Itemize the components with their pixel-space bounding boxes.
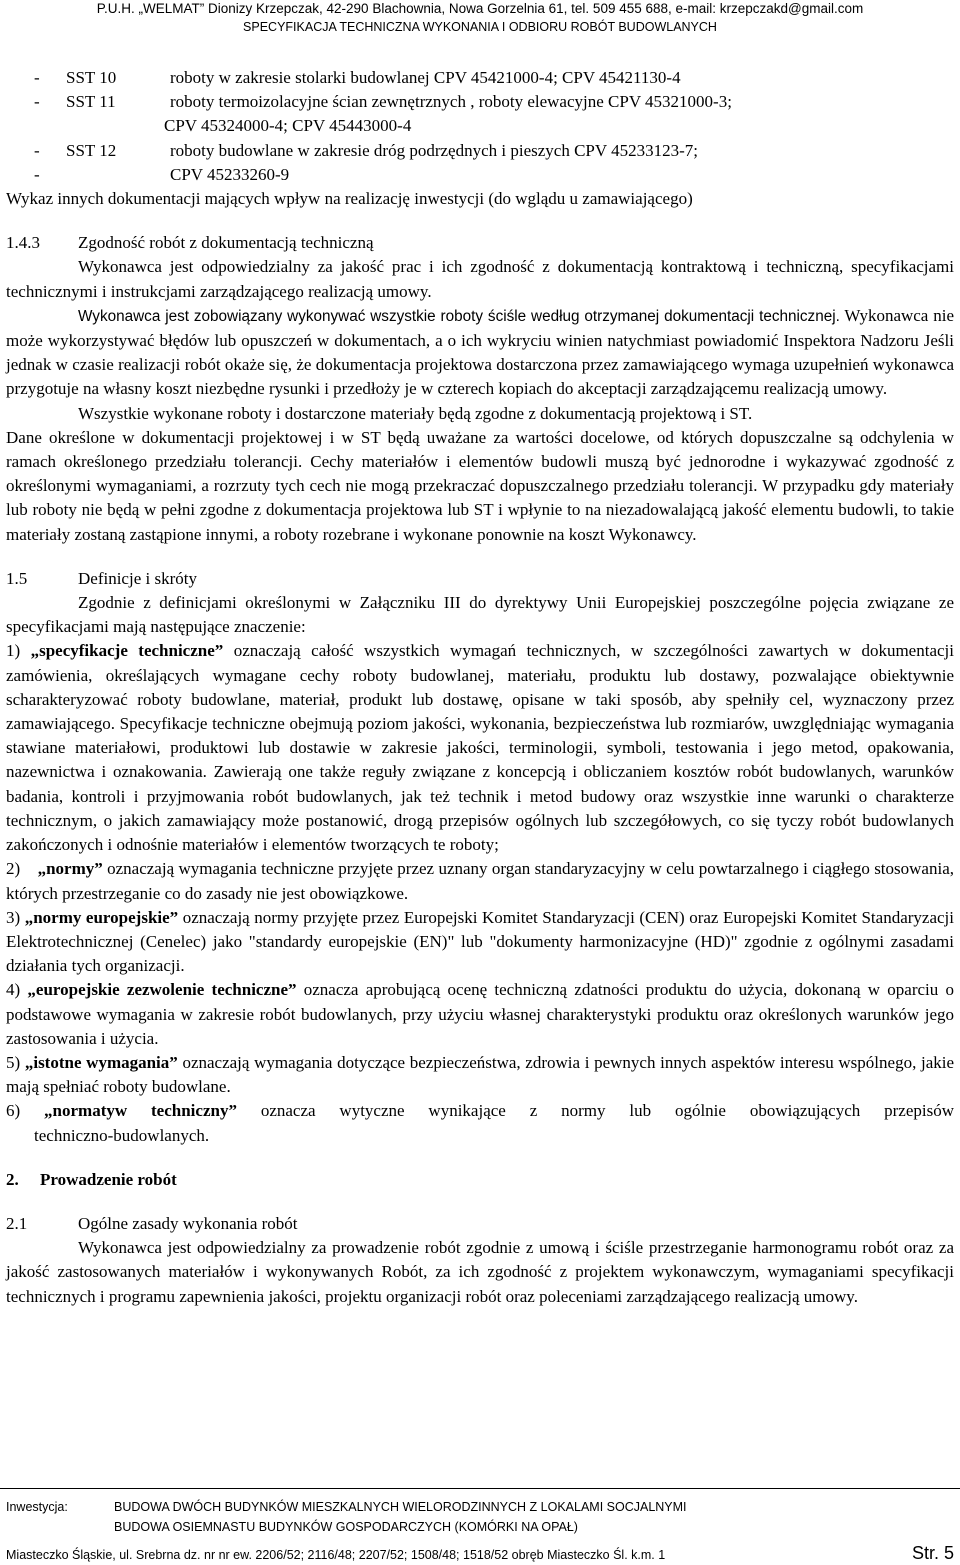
list-item-continuation: CPV 45324000-4; CPV 45443000-4: [164, 116, 412, 136]
section-heading-2: 2. Prowadzenie robót: [6, 1169, 177, 1189]
list-item: - SST 12 roboty budowlane w zakresie dróg podrzędnych i pieszych CPV 45233123-7;: [34, 140, 698, 160]
paragraph: Zgodnie z definicjami określonymi w Załączniku III do dyrektywy Unii Europejskiej poszczególne pojęcia związane ze specyfikacjami mają następujące znaczenie:: [6, 593, 954, 637]
list-item: - SST 10 roboty w zakresie stolarki budowlanej CPV 45421000-4; CPV 45421130-4: [34, 68, 681, 87]
paragraph: Wykonawca jest odpowiedzialny za prowadzenie robót zgodnie z umową i ściśle przestrzeganie harmonogramu robót oraz za jakość zastosowanych materiałów i wykonywanych Robót, za ich zgodność z projektem wykonawczym, wymaganiami specyfikacji technicznych i programu zapewnienia jakości, projektu organizacji robót oraz poleceniami zarządzającego realizacją umowy.: [6, 1238, 954, 1306]
page-header: [0, 0, 960, 36]
definition-item: 6) „normatyw techniczny” oznacza wytyczne wynikające z normy lub ogólnie obowiązujących przepisów techniczno-budowlanych.: [6, 1101, 955, 1145]
definition-item: 1) „specyfikacje techniczne” oznaczają całość wszystkich wymagań technicznych, w szczególności zawartych w dokumentacji zamówienia, określających wymagane cechy roboty budowlanej, materiału, produktu lub dostawy, pozwalające obiektywnie scharakteryzować roboty budowlane, materiał, produkt lub dostawę, opisane w taki sposób, aby spełniły cel, wyznaczony przez zamawiającego. Specyfikacje techniczne obejmują poziom jakości, wykonania, bezpieczeństwa lub rozmiarów, uwzględniając wymagania stawiane materiałowi, produktowi lub dostawie w zakresie jakości, terminologii, symboli, testowania i jego metod, opakowania, nazewnictwa i oznakowania. Zawierają one także reguły związane z koncepcją i obliczaniem kosztów robót budowlanych, warunków badania, kontroli i przyjmowania robót budowlanych, jak też technik i metod budowy oraz wszystkie inne warunki o charakterze technicznym, o jakich zamawiający może postanowić, drogą przepisów ogólnych lub szczegółowych, co się tyczy robót budowlanych zakończonych i odnośnie materiałów i elementów tworzących te roboty;: [6, 641, 954, 855]
wykaz-line: Wykaz innych dokumentacji mających wpływ na realizację inwestycji (do wglądu u zamawiającego): [6, 189, 693, 209]
definition-item: 3) „normy europejskie” oznaczają normy przyjęte przez Europejski Komitet Standaryzacji (CEN) oraz Europejski Komitet Standaryzacji Elektrotechnicznej (Cenelec) jako "standardy europejskie (EN)" lub "dokumenty harmonizacyjne (HD)" zgodnie z ogólnymi zasadami działania tych organizacji.: [6, 907, 954, 976]
page-number: Str. 5: [911, 1543, 954, 1563]
page-footer: [6, 1497, 954, 1565]
sst-list: [6, 66, 954, 187]
definition-item: 2) „normy” oznaczają wymagania techniczne przyjęte przez uznany organ standaryzacyjny w celu powtarzalnego i ciągłego stosowania, których przestrzeganie co do zasady nie jest obowiązkowe.: [6, 859, 954, 903]
list-item: - CPV 45233260-9: [34, 164, 290, 184]
paragraph: Wykonawca jest odpowiedzialny za jakość prac i ich zgodność z dokumentacją kontraktową i techniczną, specyfikacjami technicznymi i instrukcjami zarządzającego realizacją umowy.: [6, 257, 954, 301]
footer-label: Inwestycja:: [6, 1500, 68, 1514]
document-body: [6, 66, 954, 1309]
paragraph: Wszystkie wykonane roboty i dostarczone materiały będą zgodne z dokumentacją projektową i ST.: [78, 403, 753, 423]
section-heading-1-5: 1.5 Definicje i skróty: [6, 568, 197, 588]
investment-line-1: BUDOWA DWÓCH BUDYNKÓW MIESZKALNYCH WIELORODZINNYCH Z LOKALAMI SOCJALNYMI: [114, 1500, 687, 1514]
footer-divider: [0, 1488, 960, 1489]
paragraph: Dane określone w dokumentacji projektowej i w ST będą uważane za wartości docelowe, od których dopuszczalne są odchylenia w ramach określonego przedziału tolerancji. Cechy materiałów i elementów budowli muszą być jednorodne i wykazywać zgodność z określonymi wymaganiami, a rozrzuty tych cech nie mogą przekraczać dopuszczalnego przedziału tolerancji. W przypadku gdy materiały lub roboty nie będą w pełni zgodne z dokumentacja projektowa lub ST i wpłynie to na niezadowalającą jakość elementu budowli, to takie materiały zostaną zastąpione innymi, a roboty rozebrane i wykonane ponownie na koszt Wykonawcy.: [6, 427, 954, 544]
section-heading-2-1: 2.1 Ogólne zasady wykonania robót: [6, 1213, 298, 1233]
company-line: P.U.H. „WELMAT” Dionizy Krzepczak, 42-290 Blachownia, Nowa Gorzelnia 61, tel. 509 455 688, e-mail: krzepczakd@gmail.com: [96, 1, 864, 16]
footer-address: Miasteczko Śląskie, ul. Srebrna dz. nr nr ew. 2206/52; 2116/48; 2207/52; 1508/48; 1518/52 obręb Miasteczko Śl. k.m. 1: [6, 1548, 666, 1562]
document-type-line: SPECYFIKACJA TECHNICZNA WYKONANIA I ODBIORU ROBÓT BUDOWLANYCH: [243, 20, 717, 34]
definition-item: 4) „europejskie zezwolenie techniczne” oznacza aprobującą ocenę techniczną zdatności produktu do użycia, dokonaną w oparciu o podstawowe wymagania w zakresie robót budowlanych, przy użyciu własnej charakterystyki produktu oraz określonych warunków jego zastosowania i użycia.: [6, 980, 955, 1048]
list-item: - SST 11 roboty termoizolacyjne ścian zewnętrznych , roboty elewacyjne CPV 45321000-3;: [34, 92, 732, 112]
definition-item: 5) „istotne wymagania” oznaczają wymagania dotyczące bezpieczeństwa, zdrowia i pewnych innych aspektów interesu wspólnego, jakie mają spełniać roboty budowlane.: [6, 1052, 955, 1097]
paragraph: Wykonawca jest zobowiązany wykonywać wszystkie roboty ściśle według otrzymanej dokumentacji technicznej. Wykonawca nie może wykorzystywać błędów lub opuszczeń w dokumentach, a o ich wykryciu winien natychmiast powiadomić Inspektora Nadzoru Jeśli jednak w czasie realizacji robót okaże się, że dokumentacja projektowa dostarczona przez zamawiającego wymaga uzupełnień wykonawca przygotuje na własny koszt niezbędne rysunki i przedłoży je w czterech kopiach do akceptacji zarządzającemu realizacją umowy.: [6, 305, 954, 399]
section-heading-1-4-3: 1.4.3 Zgodność robót z dokumentacją techniczną: [6, 233, 374, 253]
investment-line-2: BUDOWA OSIEMNASTU BUDYNKÓW GOSPODARCZYCH (KOMÓRKI NA OPAŁ): [114, 1520, 578, 1534]
